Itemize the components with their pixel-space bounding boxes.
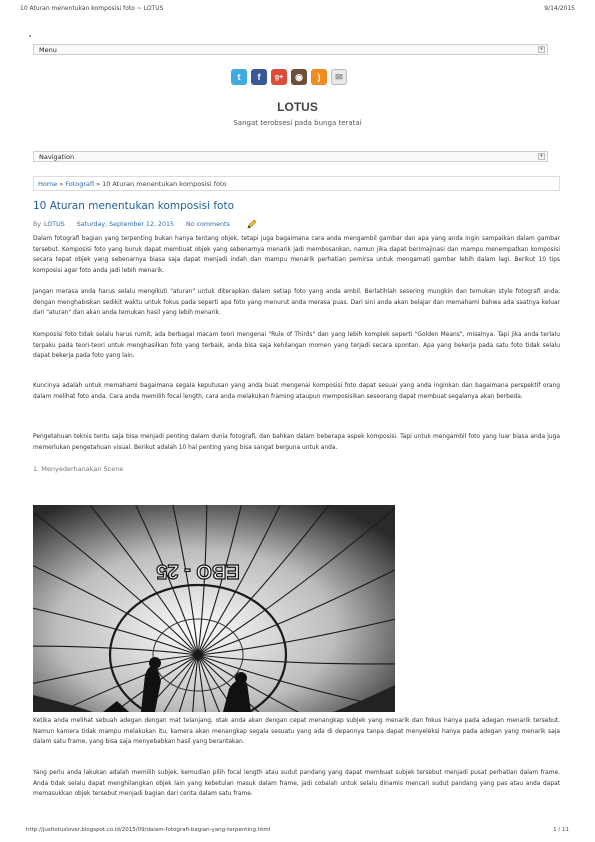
print-page-title: 10 Aturan menentukan komposisi foto ~ LOTUS	[20, 5, 164, 12]
instagram-icon[interactable]: ◉	[291, 69, 307, 85]
site-description: Sangat terobsesi pada bunga teratai	[233, 119, 362, 127]
breadcrumb-separator: »	[96, 179, 101, 188]
author-link[interactable]: LOTUS	[44, 221, 65, 228]
paragraph: Jangan merasa anda harus selalu mengikuti "aturan" untuk diterapkan dalam setiap foto yang anda ambil. Berlatihlah sesering mungkin dan temukan style fotografi anda, dengan menghabiskan sedikit waktu untuk fokus pada seperti apa foto yang menurut anda merasa puas. Dari sini anda akan belajar dan memahami bahwa ada saatnya keluar dari "aturan" dan akan anda temukan hasil yang lebih menarik.	[33, 289, 560, 317]
navigation-select[interactable]	[33, 151, 548, 162]
section-heading: 1. Menyederhanakan Scene	[33, 465, 124, 473]
page-number: 1 / 11	[553, 827, 569, 833]
breadcrumb	[33, 176, 560, 191]
paragraph: Dalam fotografi bagian yang terpenting bukan hanya tentang objek, tetapi juga bagaimana cara anda mengambil gambar dan apa yang anda ingin sampaikan dalam gambar tersebut. Komposisi foto yang buruk dapat membuat objek yang sebenarnya menarik jadi membosankan, namun jika dapat berimajinasi dan mampu menempatkan komposisi secara tepat objek yang sebenarnya biasa saja dapat menjadi indah dan mampu menarik perhatian pemirsa untuk mengamati gambar lebih dalam lagi. Berikut 10 tips komposisi agar foto anda jadi lebih menarik.	[33, 236, 560, 274]
post-meta	[33, 219, 257, 230]
print-footer	[26, 827, 569, 833]
print-date: 9/14/2015	[544, 5, 575, 12]
page-url: http://justlotuslover.blogspot.co.id/2015/09/dalam-fotografi-bagian-yang-terpenting.html	[26, 827, 271, 833]
post-date-link[interactable]: Saturday, September 12, 2015	[76, 221, 174, 228]
decorative-dot	[29, 35, 31, 37]
edit-pencil-icon[interactable]	[246, 219, 257, 230]
chevron-down-icon[interactable]: ▾	[538, 153, 545, 160]
post-title[interactable]: 10 Aturan menentukan komposisi foto	[33, 200, 234, 212]
chevron-down-icon[interactable]: ▾	[538, 46, 545, 53]
breadcrumb-current: 10 Aturan menentukan komposisi foto	[102, 179, 227, 188]
email-icon[interactable]: ✉	[331, 69, 347, 85]
rss-icon[interactable]: )	[311, 69, 327, 85]
breadcrumb-home-link[interactable]: Home	[38, 179, 58, 188]
paragraph: Komposisi foto tidak selalu harus rumit, ada berbagai macam teori mengenai "Rule of Thirds" dan yang lebih komplek seperti "Golden Means", misalnya. Tapi jika anda terlalu terpaku pada teori-teori untuk menghasilkan foto yang terbaik, anda bisa saja kehilangan momen yang terjadi secara spontan. Apa yang bekerja pada satu foto tidak selalu dapat bekerja pada foto yang lain.	[33, 332, 560, 360]
twitter-icon[interactable]: t	[231, 69, 247, 85]
balloon-text: EBO - 25	[156, 560, 240, 582]
paragraph: Ketika anda melihat sebuah adegan dengan mat telanjang, otak anda akan dengan cepat menangkap subjek yang menarik dan fokus hanya pada adegan menarik tersebut. Namun kamera tidak mampu melakukan itu, kamera akan menangkap segala sesuatu yang ada di depannya tanpa dapat menyeleksi hanya pada adegan yang menarik saja dalam satu frame, yang bisa saja menyebabkan hasil yang berantakan.	[33, 718, 560, 746]
menu-label: Menu	[39, 45, 57, 54]
comments-link[interactable]: No comments	[185, 221, 230, 228]
site-title[interactable]: LOTUS	[277, 100, 318, 114]
facebook-icon[interactable]: f	[251, 69, 267, 85]
paragraph: Pengetahuan teknis tentu saja bisa menjadi penting dalam dunia fotografi, dan bahkan dalam beberapa aspek komposisi. Tapi untuk mengambil foto yang luar biasa anda juga memerlukan pengetahuan visual. Berikut adalah 10 hal penting yang bisa sangat berguna untuk anda.	[33, 434, 560, 451]
google-plus-icon[interactable]: g+	[271, 69, 287, 85]
breadcrumb-separator: »	[59, 179, 64, 188]
balloon-photo	[33, 505, 395, 712]
paragraph: Kuncinya adalah untuk memahami bagaimana segala keputusan yang anda buat mengenai komposisi foto dapat sesuai yang anda inginkan dan bagaimana perspektif orang dalam melihat foto anda. Cara anda memilih focal length, cara anda melakukan framing ataupun memposisikan seseorang dapat membuat segalanya akan berbeda.	[33, 383, 560, 400]
social-icons	[231, 69, 347, 85]
by-label: By	[33, 221, 42, 228]
paragraph: Yang perlu anda lakukan adalah memilih subjek, kemudian pilih focal length atau sudut pandang yang dapat membuat subjek tersebut menjadi pusat perhatian dalam frame. Anda tidak selalu dapat menghilangkan objek lain yang kebetulan masuk dalam frame, jadi cobalah untuk selalu dinamis mencari sudut pandang yang pas atau anda dapat memasukkan objek tersebut menjadi bagian dari cerita dalam satu frame.	[33, 770, 560, 798]
print-header	[20, 5, 575, 12]
navigation-label: Navigation	[39, 152, 75, 161]
menu-select[interactable]	[33, 44, 548, 55]
breadcrumb-category-link[interactable]: Fotografi	[65, 179, 95, 188]
